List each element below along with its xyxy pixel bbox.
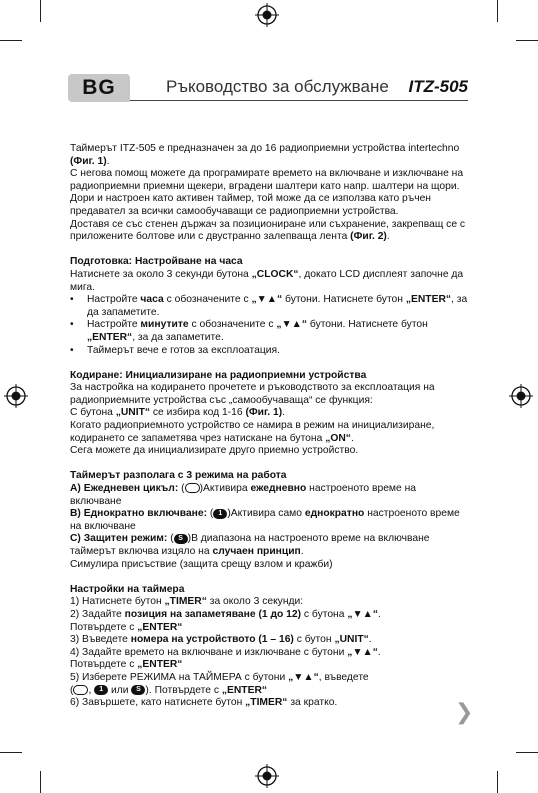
confirm-line: Потвърдете с „ENTER“ bbox=[70, 659, 183, 671]
page-header bbox=[68, 74, 468, 104]
text-line: С бутона „UNIT“ се избира код 1-16 (Фиг. 1). bbox=[70, 407, 285, 419]
section-heading: Подготовка: Настройване на часа bbox=[70, 256, 243, 268]
crop-mark bbox=[40, 0, 41, 22]
daily-cycle-icon: ⟲ bbox=[73, 685, 88, 695]
crop-mark bbox=[497, 771, 498, 793]
text-line: Сега можете да инициализирате друго приемно устройство. bbox=[70, 445, 359, 457]
text-line: кодирането се запаметява чрез натискане на бутона „ON“. bbox=[70, 432, 354, 444]
language-badge: BG bbox=[68, 74, 130, 102]
model-name: ITZ-505 bbox=[408, 77, 468, 96]
intro-paragraph: С негова помощ можете да програмирате времето на включване и изключване на радиоприемни приемни щекери, вградени шалтери като напр. шалтери на щори. bbox=[70, 168, 464, 192]
once-icon: 1 bbox=[213, 509, 227, 519]
mode-secure: С) Защитен режим: ( S )В диапазона на настроеното време на включване таймерът включва изцяло на случаен принцип. bbox=[70, 533, 430, 557]
section-heading: Настройки на таймера bbox=[70, 583, 185, 595]
step: 5) Изберете РЕЖИМА на ТАЙМЕРА с бутони „▼▲“, въведете bbox=[70, 671, 369, 683]
step: 1) Натиснете бутон „TIMER“ за около 3 секунди: bbox=[70, 596, 304, 608]
text-line: Симулира присъствие (защита срещу взлом и кражби) bbox=[70, 558, 333, 570]
crop-mark bbox=[0, 752, 22, 753]
confirm-line: Потвърдете с „ENTER“ bbox=[70, 621, 183, 633]
registration-mark-bottom bbox=[255, 764, 279, 788]
text-line: За настройка на кодирането прочетете и ръководството за експлоатация на радиоприемните устройства със „самообучаваща“ се функция: bbox=[70, 382, 435, 406]
registration-mark-left bbox=[4, 384, 28, 408]
once-icon: 1 bbox=[94, 685, 108, 695]
crop-mark bbox=[516, 752, 538, 753]
step: 6) Завършете, като натиснете бутон „TIMER“ за кратко. bbox=[70, 697, 338, 709]
intro-paragraph: Таймерът ITZ-505 е предназначен за до 16 радиоприемни устройства intertechno (Фиг. 1). bbox=[70, 143, 460, 167]
crop-mark bbox=[0, 40, 22, 41]
registration-mark-top bbox=[255, 3, 279, 27]
intro-paragraph: Доставя се със стенен държач за позициониране или съхранение, закрепващ се с приложените болтове или с двустранно залепваща лента (Фиг. 2). bbox=[70, 218, 466, 243]
section-heading: Кодиране: Инициализиране на радиоприемни устройства bbox=[70, 369, 367, 381]
mode-once: В) Еднократно включване: ( 1 )Активира само еднократно настроеното време на включване bbox=[70, 508, 460, 532]
step: ( ⟲ , 1 или S ). Потвърдете с „ENTER“ bbox=[70, 684, 268, 696]
crop-mark bbox=[497, 0, 498, 22]
mode-daily: А) Ежедневен цикъл: ( ⟲ )Активира ежедневно настроеното време на включване bbox=[70, 483, 417, 507]
manual-content bbox=[70, 143, 470, 710]
daily-cycle-icon: ⟲ bbox=[185, 483, 200, 493]
bullet-item: • Настройте минутите с обозначените с „▼▲“ бутони. Натиснете бутон „ENTER“, за да запаметите. bbox=[70, 319, 470, 344]
next-page-arrow-icon: ❯ bbox=[455, 699, 474, 724]
crop-mark bbox=[516, 40, 538, 41]
page-title: Ръководство за обслужване bbox=[166, 77, 389, 96]
crop-mark bbox=[40, 771, 41, 793]
header-divider bbox=[130, 100, 468, 101]
intro-paragraph: Дори и настроен като активен таймер, той може да се използва като ръчен предавател за всички самообучаващи се радиоприемни устройства. bbox=[70, 193, 431, 217]
bullet-item: • Таймерът вече е готов за експлоатация. bbox=[70, 345, 470, 358]
registration-mark-right bbox=[509, 384, 533, 408]
step: 2) Задайте позиция на запаметяване (1 до 12) с бутона „▼▲“. bbox=[70, 608, 381, 620]
section-heading: Таймерът разполага с 3 режима на работа bbox=[70, 470, 287, 482]
step: 3) Въведете номера на устройството (1 – 16) с бутон „UNIT“. bbox=[70, 634, 372, 646]
text-line: Натиснете за около 3 секунди бутона „CLOCK“, докато LCD дисплеят започне да мига. bbox=[70, 268, 464, 293]
text-line: Когато радиоприемното устройство се намира в режим на инициализиране, bbox=[70, 420, 435, 432]
step: 4) Задайте времето на включване и изключване с бутони „▼▲“. bbox=[70, 646, 381, 658]
secure-icon: S bbox=[174, 534, 188, 544]
secure-icon: S bbox=[131, 685, 145, 695]
bullet-item: • Настройте часа с обозначените с „▼▲“ бутони. Натиснете бутон „ENTER“, за да запаметите. bbox=[70, 294, 470, 319]
